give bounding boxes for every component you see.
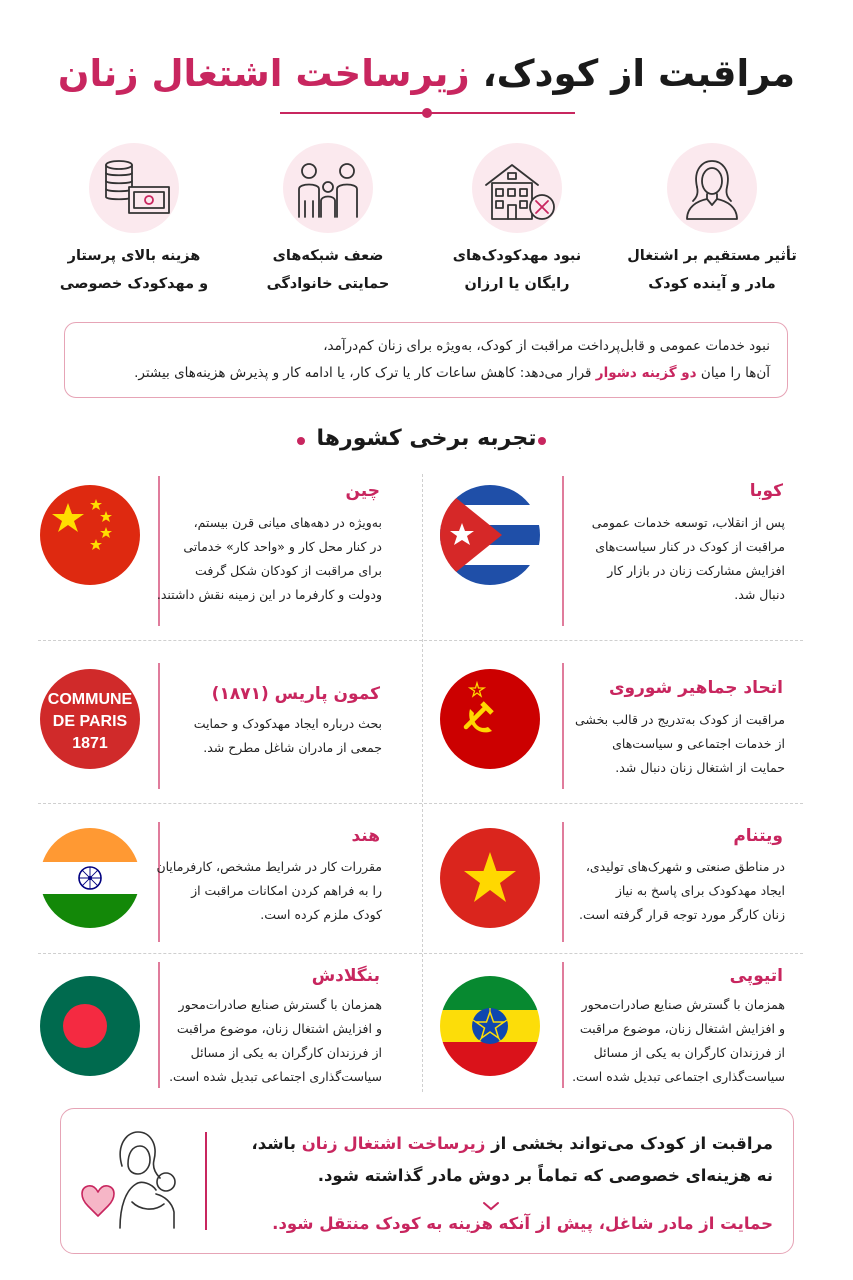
feature-3-line2: حمایتی خانوادگی bbox=[266, 276, 390, 292]
grid-vertical-divider bbox=[422, 474, 423, 1092]
daycare-building-icon bbox=[472, 143, 562, 233]
india-desc bbox=[150, 855, 382, 927]
china-desc-line: در کنار محل کار و «واحد کار» خدماتی bbox=[183, 539, 382, 554]
feature-1-text bbox=[612, 242, 812, 298]
ethiopia-flag bbox=[440, 976, 540, 1076]
china-flag bbox=[40, 485, 140, 585]
feature-4-text bbox=[34, 242, 234, 298]
money-coins-icon bbox=[89, 143, 179, 233]
vietnam-desc bbox=[575, 855, 785, 927]
feature-3-text bbox=[228, 242, 428, 298]
paris-badge-line3: 1871 bbox=[72, 735, 108, 752]
page-title bbox=[0, 52, 853, 95]
ussr-flag bbox=[440, 669, 540, 769]
accent-bar bbox=[562, 822, 564, 942]
india-desc-line: را به فراهم کردن امکانات مراقبت از bbox=[191, 883, 382, 898]
ethiopia-desc-line: و افزایش اشتغال زنان، موضوع مراقبت bbox=[579, 1021, 785, 1036]
cuba-desc-line: دنبال شد. bbox=[734, 587, 785, 602]
bangladesh-desc-line: سیاست‌گذاری اجتماعی تبدیل شده است. bbox=[169, 1069, 382, 1084]
mother-icon bbox=[667, 143, 757, 233]
bangladesh-desc bbox=[150, 993, 382, 1089]
intro-line1: نبود خدمات عمومی و قابل‌پرداخت مراقبت از کودک، به‌ویژه برای زنان کم‌درآمد، bbox=[323, 338, 770, 354]
chevron-down-icon bbox=[482, 1196, 500, 1206]
accent-bar bbox=[562, 663, 564, 789]
ussr-desc-line: حمایت از اشتغال زنان دنبال شد. bbox=[615, 760, 785, 775]
accent-bar bbox=[562, 476, 564, 626]
conclusion-line1-accent: زیرساخت اشتغال زنان bbox=[301, 1134, 486, 1153]
paris-commune-badge bbox=[40, 669, 140, 769]
conclusion-line1-before: مراقبت از کودک می‌تواند بخشی از bbox=[491, 1134, 773, 1153]
paris-desc-line: بحث درباره ایجاد مهدکودک و حمایت bbox=[193, 716, 382, 731]
section-title: تجربه برخی کشورها bbox=[316, 426, 537, 451]
india-desc-line: مقررات کار در شرایط مشخص، کارفرمایان bbox=[156, 859, 382, 874]
conclusion-line1 bbox=[225, 1134, 773, 1153]
ethiopia-name: اتیوپی bbox=[729, 966, 783, 986]
cuba-desc-line: مراقبت از کودک در کنار سیاست‌های bbox=[595, 539, 785, 554]
bangladesh-flag bbox=[40, 976, 140, 1076]
accent-bar bbox=[158, 663, 160, 789]
china-desc bbox=[150, 511, 382, 607]
india-desc-line: کودک ملزم کرده است. bbox=[260, 907, 382, 922]
family-icon bbox=[283, 143, 373, 233]
ussr-name: اتحاد جماهیر شوروی bbox=[608, 678, 783, 698]
cuba-desc-line: افزایش مشارکت زنان در بازار کار bbox=[607, 563, 785, 578]
bangladesh-desc-line: و افزایش اشتغال زنان، موضوع مراقبت bbox=[176, 1021, 382, 1036]
ussr-desc-line: از خدمات اجتماعی و سیاست‌های bbox=[612, 736, 785, 751]
ethiopia-desc-line: همزمان با گسترش صنایع صادرات‌محور bbox=[581, 997, 785, 1012]
intro-text bbox=[90, 333, 770, 387]
intro-line2-after: قرار می‌دهد: کاهش ساعات کار یا ترک کار، یا ادامه کار و پذیرش هزینه‌های بیشتر. bbox=[134, 365, 592, 381]
cuba-name: کوبا bbox=[749, 481, 783, 501]
grid-divider-1 bbox=[38, 640, 803, 641]
section-title-dot-left bbox=[297, 437, 305, 445]
conclusion-line3: حمایت از مادر شاغل، پیش از آنکه هزینه به کودک منتقل شود. bbox=[272, 1214, 773, 1233]
feature-1-line1: تأثیر مستقیم بر اشتغال bbox=[627, 248, 797, 264]
feature-4-line1: هزینه بالای پرستار bbox=[67, 248, 201, 264]
conclusion-line1-after: باشد، bbox=[251, 1134, 296, 1153]
feature-2-line2: رایگان یا ارزان bbox=[464, 276, 570, 292]
china-name: چین bbox=[345, 481, 380, 501]
paris-badge-line2: DE PARIS bbox=[52, 713, 128, 730]
vietnam-desc-line: در مناطق صنعتی و شهرک‌های تولیدی، bbox=[585, 859, 785, 874]
ethiopia-desc-line: سیاست‌گذاری اجتماعی تبدیل شده است. bbox=[572, 1069, 785, 1084]
vietnam-flag bbox=[440, 828, 540, 928]
grid-divider-3 bbox=[38, 953, 803, 954]
feature-2-line1: نبود مهدکودک‌های bbox=[452, 248, 582, 264]
feature-4-line2: و مهدکودک خصوصی bbox=[59, 276, 209, 292]
china-desc-line: ودولت و کارفرما در این زمینه نقش داشتند. bbox=[156, 587, 382, 602]
title-part2: زیرساخت اشتغال زنان bbox=[57, 52, 470, 95]
ussr-desc bbox=[575, 708, 785, 780]
feature-1-line2: مادر و آینده کودک bbox=[648, 276, 776, 292]
cuba-desc-line: پس از انقلاب، توسعه خدمات عمومی bbox=[591, 515, 785, 530]
mother-child-heart-icon bbox=[70, 1124, 190, 1236]
intro-line2-accent: دو گزینه دشوار bbox=[595, 365, 697, 381]
paris-desc-line: جمعی از مادران شاغل مطرح شد. bbox=[203, 740, 382, 755]
conclusion-line2: نه هزینه‌ای خصوصی که تماماً بر دوش مادر گذاشته شود. bbox=[317, 1166, 773, 1185]
china-desc-line: به‌ویژه در دهه‌های میانی قرن بیستم، bbox=[193, 515, 382, 530]
conclusion-separator bbox=[205, 1132, 207, 1230]
india-name: هند bbox=[351, 826, 380, 846]
ethiopia-desc-line: از فرزندان کارگران به یکی از مسائل bbox=[593, 1045, 785, 1060]
china-desc-line: برای مراقبت از کودکان شکل گرفت bbox=[195, 563, 382, 578]
vietnam-desc-line: زنان کارگر مورد توجه قرار گرفته است. bbox=[579, 907, 785, 922]
title-divider-dot bbox=[422, 108, 432, 118]
grid-divider-2 bbox=[38, 803, 803, 804]
vietnam-desc-line: ایجاد مهدکودک برای پاسخ به نیاز bbox=[615, 883, 785, 898]
title-part1: مراقبت از کودک، bbox=[482, 52, 796, 95]
bangladesh-desc-line: از فرزندان کارگران به یکی از مسائل bbox=[190, 1045, 382, 1060]
feature-2-text bbox=[417, 242, 617, 298]
paris-badge-line1: COMMUNE bbox=[47, 691, 133, 708]
paris-desc bbox=[172, 712, 382, 760]
intro-line2-before: آن‌ها را میان bbox=[700, 365, 770, 381]
section-title-dot-right bbox=[538, 437, 546, 445]
bangladesh-desc-line: همزمان با گسترش صنایع صادرات‌محور bbox=[178, 997, 382, 1012]
vietnam-name: ویتنام bbox=[733, 826, 783, 846]
intro-line2 bbox=[90, 360, 770, 387]
paris-name: کمون پاریس (۱۸۷۱) bbox=[211, 684, 380, 704]
india-flag bbox=[40, 828, 140, 928]
cuba-flag bbox=[440, 485, 540, 585]
cuba-desc bbox=[575, 511, 785, 607]
ethiopia-desc bbox=[555, 993, 785, 1089]
ussr-desc-line: مراقبت از کودک به‌تدریج در قالب بخشی bbox=[575, 712, 785, 727]
feature-3-line1: ضعف شبکه‌های bbox=[272, 248, 384, 264]
bangladesh-name: بنگلادش bbox=[311, 966, 380, 986]
